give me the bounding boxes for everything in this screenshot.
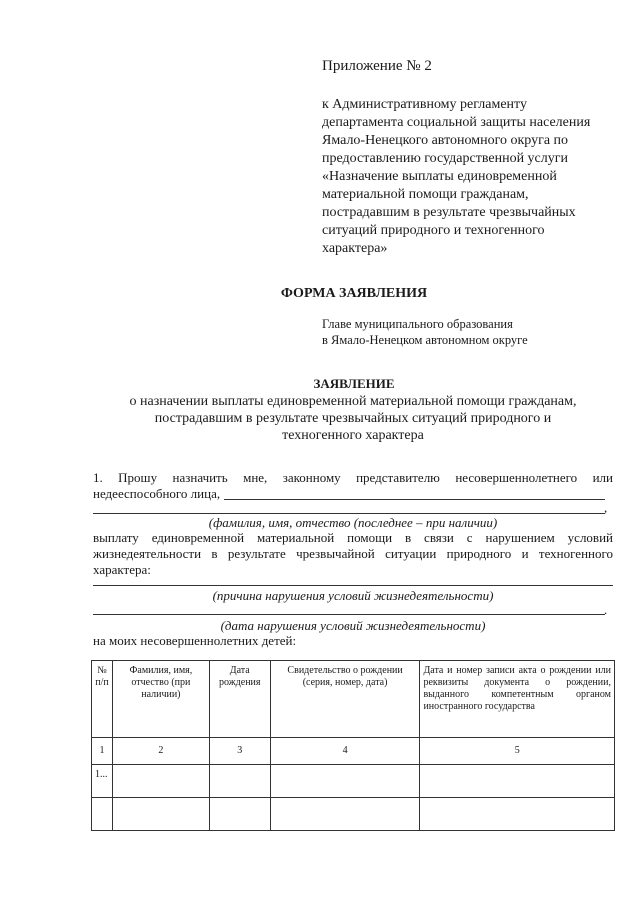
table-cell[interactable] <box>209 765 270 798</box>
table-cell[interactable] <box>112 765 209 798</box>
appendix-title: Приложение № 2 <box>322 58 432 74</box>
caption-date: (дата нарушения условий жизнедеятельности) <box>220 618 486 633</box>
statement-subtitle <box>88 393 618 444</box>
children-intro: на моих несовершеннолетних детей: <box>93 633 297 648</box>
children-table <box>91 660 615 831</box>
appendix-line: к Административному регламенту <box>322 97 527 112</box>
header-birth-date: Дата рождения <box>209 661 270 738</box>
column-number: 4 <box>270 738 420 765</box>
addressee-line: Главе муниципального образования <box>322 317 513 331</box>
statement-subtitle-line: пострадавшим в результате чрезвычайных ситуаций природного и <box>154 411 552 426</box>
table-row <box>92 765 615 798</box>
table-column-numbers <box>92 738 615 765</box>
table-cell[interactable] <box>420 798 615 831</box>
statement-subtitle-line: техногенного характера <box>282 428 424 443</box>
name-fill-line-2[interactable] <box>93 513 605 514</box>
caption-full-name: (фамилия, имя, отчество (последнее – при наличии) <box>208 515 498 530</box>
table-row <box>92 798 615 831</box>
table-cell[interactable] <box>270 798 420 831</box>
request-line-2: недееспособного лица, <box>93 486 221 501</box>
table-cell[interactable] <box>209 798 270 831</box>
addressee-line: в Ямало-Ненецком автономном округе <box>322 333 528 347</box>
payment-line-2: жизнедеятельности в результате чрезвычайной ситуации природного и техногенного <box>93 546 613 561</box>
table-cell[interactable] <box>92 798 113 831</box>
column-number: 1 <box>92 738 113 765</box>
header-number: № п/п <box>92 661 113 738</box>
column-number: 3 <box>209 738 270 765</box>
form-title: ФОРМА ЗАЯВЛЕНИЯ <box>280 286 428 301</box>
table-cell[interactable] <box>270 765 420 798</box>
table-cell[interactable]: 1... <box>92 765 113 798</box>
appendix-description <box>322 96 612 258</box>
header-birth-certificate: Свидетельство о рождении (серия, номер, дата) <box>270 661 420 738</box>
appendix-line: характера» <box>322 241 388 256</box>
appendix-line: департамента социальной защиты населения <box>322 115 591 130</box>
caption-reason: (причина нарушения условий жизнедеятельности) <box>212 588 494 603</box>
reason-fill-line[interactable] <box>93 585 613 586</box>
table-cell[interactable] <box>420 765 615 798</box>
name-line-comma: , <box>604 500 608 515</box>
payment-line-3: характера: <box>93 562 151 577</box>
date-line-dot: . <box>604 602 608 617</box>
payment-line-1: выплату единовременной материальной помощи в связи с нарушением условий <box>93 530 613 545</box>
appendix-line: ситуаций природного и техногенного <box>322 223 545 238</box>
table-cell[interactable] <box>112 798 209 831</box>
header-full-name: Фамилия, имя, отчество (при наличии) <box>112 661 209 738</box>
appendix-line: пострадавшим в результате чрезвычайных <box>322 205 576 220</box>
addressee <box>322 316 582 348</box>
request-line-1: 1. Прошу назначить мне, законному представителю несовершеннолетнего или <box>93 470 613 485</box>
statement-subtitle-line: о назначении выплаты единовременной материальной помощи гражданам, <box>129 394 577 409</box>
statement-title: ЗАЯВЛЕНИЕ <box>313 376 395 391</box>
table-header-row <box>92 661 615 738</box>
column-number: 5 <box>420 738 615 765</box>
name-fill-line-1[interactable] <box>224 499 605 500</box>
appendix-line: «Назначение выплаты единовременной <box>322 169 557 184</box>
appendix-line: материальной помощи гражданам, <box>322 187 529 202</box>
date-fill-line[interactable] <box>93 614 605 615</box>
appendix-line: предоставлению государственной услуги <box>322 151 568 166</box>
column-number: 2 <box>112 738 209 765</box>
header-birth-record: Дата и номер записи акта о рождении или реквизиты документа о рождении, выданного компетентным органом иностранного государства <box>420 661 615 738</box>
appendix-line: Ямало-Ненецкого автономного округа по <box>322 133 569 148</box>
